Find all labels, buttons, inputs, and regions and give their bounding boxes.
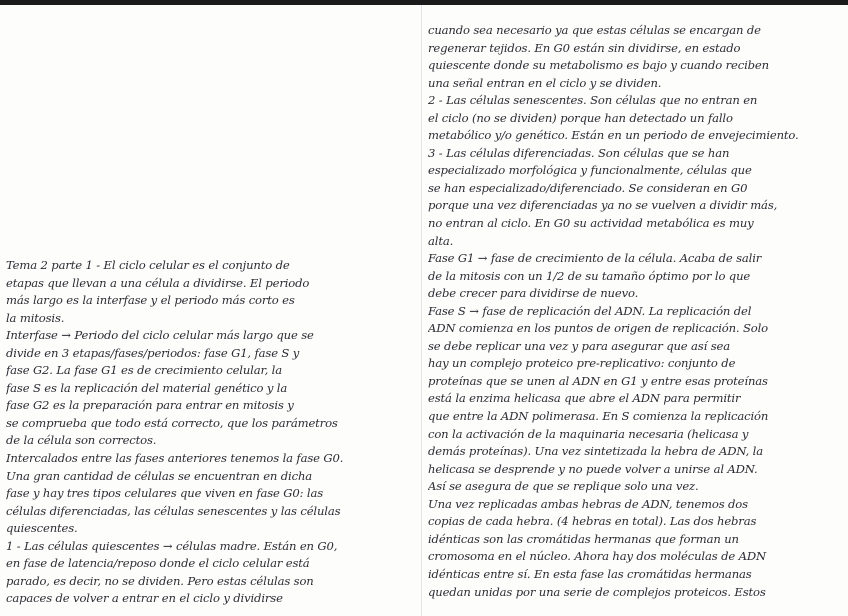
text-line: quiescente donde su metabolismo es bajo y cuando reciben <box>428 58 769 73</box>
text-line: regenerar tejidos. En G0 están sin dividirse, en estado <box>428 40 741 55</box>
text-line: se debe replicar una vez y para asegurar que así sea <box>428 338 730 353</box>
text-line: está la enzima helicasa que abre el ADN para permitir <box>428 391 741 406</box>
text-line: demás proteínas). Una vez sintetizada la hebra de ADN, la <box>428 444 763 459</box>
text-line: una señal entran en el ciclo y se dividen. <box>428 75 662 90</box>
text-line: que entre la ADN polimerasa. En S comienza la replicación <box>428 409 769 424</box>
text-line: ADN comienza en los puntos de origen de replicación. Solo <box>428 321 768 336</box>
text-line: divide en 3 etapas/fases/periodos: fase G1, fase S y <box>6 345 300 360</box>
right-page-text <box>428 22 844 601</box>
text-line: alta. <box>428 233 454 248</box>
left-notebook-page <box>0 5 422 616</box>
text-line: Tema 2 parte 1 - El ciclo celular es el conjunto de <box>6 258 290 272</box>
text-line: en fase de latencia/reposo donde el ciclo celular está <box>6 556 310 571</box>
text-line: con la activación de la maquinaria necesaria (helicasa y <box>428 426 749 441</box>
text-line: idénticas son las cromátidas hermanas que forman un <box>428 531 739 546</box>
text-line: Fase G1 → fase de crecimiento de la célula. Acaba de salir <box>428 251 762 266</box>
text-line: de la mitosis con un 1/2 de su tamaño óptimo por lo que <box>428 268 751 283</box>
left-page-text <box>6 257 417 608</box>
text-line: la mitosis. <box>6 310 65 325</box>
text-line: helicasa se desprende y no puede volver a unirse al ADN. <box>428 461 758 476</box>
text-line: células diferenciadas, las células senescentes y las células <box>6 503 341 518</box>
text-line: no entran al ciclo. En G0 su actividad metabólica es muy <box>428 216 754 231</box>
right-notebook-page <box>422 5 848 616</box>
text-line: fase S es la replicación del material genético y la <box>6 380 288 395</box>
text-line: el ciclo (no se dividen) porque han detectado un fallo <box>428 110 733 125</box>
text-line: de la célula son correctos. <box>6 433 157 448</box>
text-line: metabólico y/o genético. Están en un periodo de envejecimiento. <box>428 128 799 143</box>
text-line: Fase S → fase de replicación del ADN. La replicación del <box>428 303 752 318</box>
text-line: 3 - Las células diferenciadas. Son células que se han <box>428 145 730 160</box>
text-line: cuando sea necesario ya que estas células se encargan de <box>428 23 761 37</box>
text-line: Intercalados entre las fases anteriores tenemos la fase G0. <box>6 451 344 466</box>
text-line: fase G2 es la preparación para entrar en mitosis y <box>6 398 294 413</box>
text-line: 2 - Las células senescentes. Son células que no entran en <box>428 93 758 108</box>
text-line: 1 - Las células quiescentes → células madre. Están en G0, <box>6 538 338 553</box>
text-line: copias de cada hebra. (4 hebras en total). Las dos hebras <box>428 514 757 529</box>
text-line: debe crecer para dividirse de nuevo. <box>428 286 639 301</box>
text-line: etapas que llevan a una célula a dividirse. El periodo <box>6 275 310 290</box>
text-line: Una gran cantidad de células se encuentran en dicha <box>6 468 313 483</box>
text-line: capaces de volver a entrar en el ciclo y dividirse <box>6 591 283 606</box>
text-line: proteínas que se unen al ADN en G1 y entre esas proteínas <box>428 373 768 388</box>
text-line: más largo es la interfase y el periodo más corto es <box>6 293 295 308</box>
text-line: se han especializado/diferenciado. Se consideran en G0 <box>428 180 748 195</box>
text-line: porque una vez diferenciadas ya no se vuelven a dividir más, <box>428 198 778 213</box>
text-line: se comprueba que todo está correcto, que los parámetros <box>6 415 338 430</box>
text-line: quedan unidas por una serie de complejos proteicos. Estos <box>428 584 766 599</box>
text-line: Así se asegura de que se replique solo una vez. <box>428 479 699 494</box>
text-line: especializado morfológica y funcionalmente, células que <box>428 163 752 178</box>
text-line: cromosoma en el núcleo. Ahora hay dos moléculas de ADN <box>428 549 766 564</box>
text-line: Interfase → Periodo del ciclo celular más largo que se <box>6 328 314 343</box>
text-line: hay un complejo proteico pre-replicativo: conjunto de <box>428 356 736 371</box>
text-line: fase G2. La fase G1 es de crecimiento celular, la <box>6 363 283 378</box>
text-line: idénticas entre sí. En esta fase las cromátidas hermanas <box>428 566 752 581</box>
text-line: quiescentes. <box>6 521 78 536</box>
text-line: parado, es decir, no se dividen. Pero estas células son <box>6 573 314 588</box>
text-line: Una vez replicadas ambas hebras de ADN, tenemos dos <box>428 496 748 511</box>
text-line: fase y hay tres tipos celulares que viven en fase G0: las <box>6 486 324 501</box>
